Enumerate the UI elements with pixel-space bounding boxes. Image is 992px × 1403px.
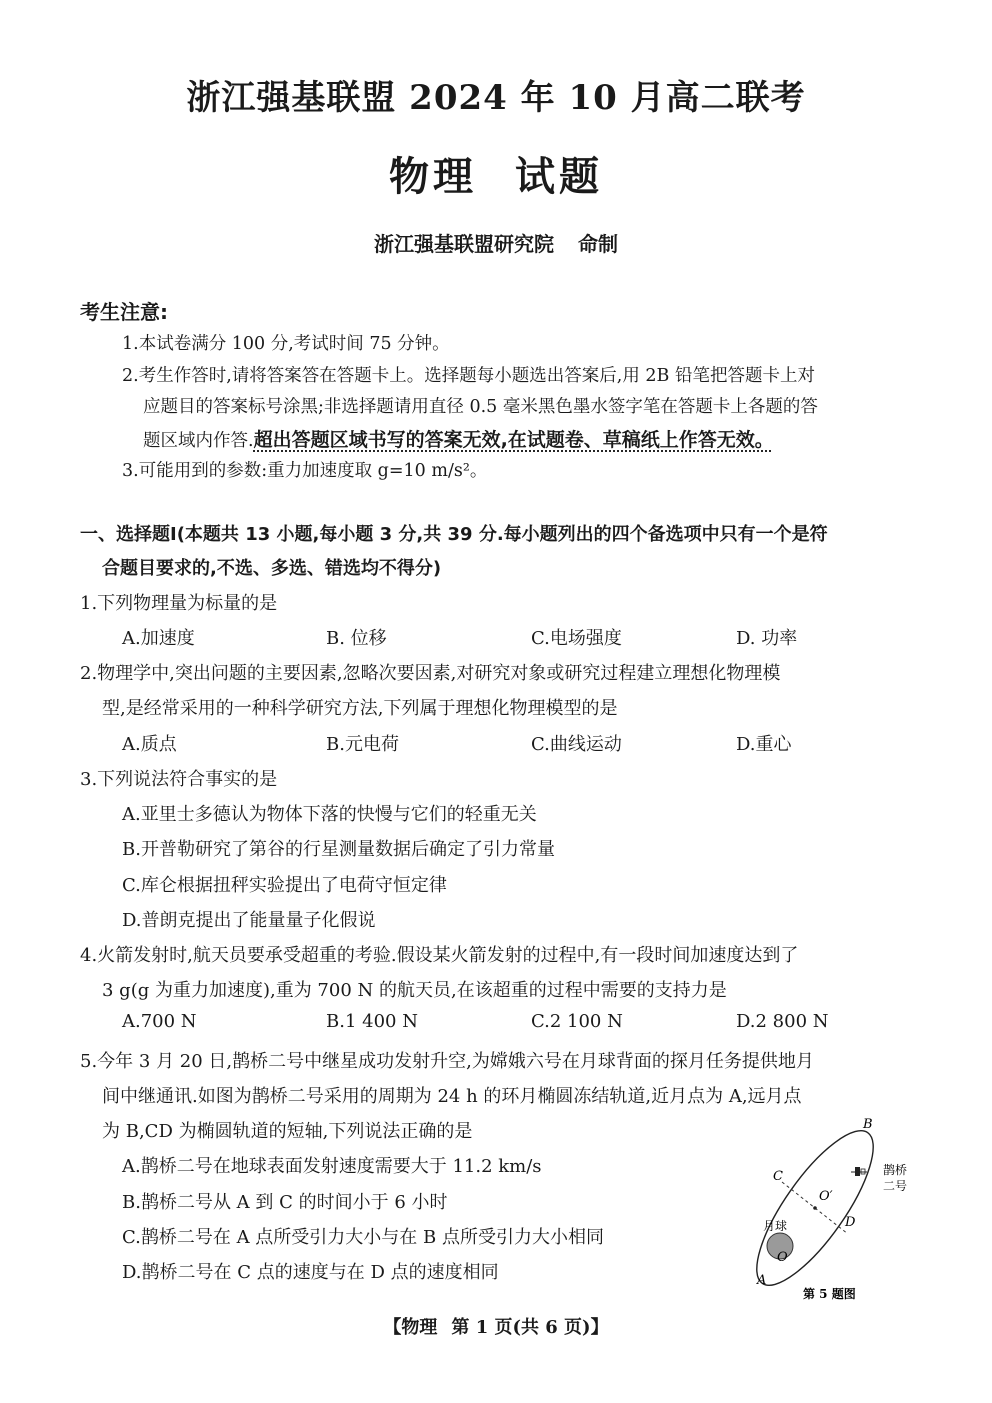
author-line [0,228,992,257]
label-d: D [845,1215,856,1230]
question-5-stem-line-2: 间中继通讯.如图为鹊桥二号采用的周期为 24 h 的环月椭圆冻结轨道,近月点为 A,远月点 [102,1086,802,1107]
question-2-option-b: B.元电荷 [326,734,399,755]
notice-item-3: 3.可能用到的参数:重力加速度取 g=10 m/s²。 [122,461,488,481]
notice-item-2-line-2: 应题目的答案标号涂黑;非选择题请用直径 0.5 毫米黑色墨水签字笔在答题卡上各题的答 [143,397,818,417]
subject-title [0,145,992,202]
notice-item-1: 1.本试卷满分 100 分,考试时间 75 分钟。 [122,334,450,354]
subject-suffix: 试题 [515,153,603,200]
question-2-option-a: A.质点 [122,734,177,755]
question-1-option-a: A.加速度 [122,628,195,649]
question-5-option-c: C.鹊桥二号在 A 点所受引力大小与在 B 点所受引力大小相同 [122,1227,604,1248]
question-3-option-d: D.普朗克提出了能量量子化假说 [122,910,376,931]
question-4-stem-line-1: 4.火箭发射时,航天员要承受超重的考验.假设某火箭发射的过程中,有一段时间加速度达到了 [80,945,799,966]
label-o: O [777,1250,788,1265]
subject-name: 物理 [389,153,477,200]
label-satellite-line-1: 鹊桥 [883,1163,908,1177]
question-5-stem-line-3: 为 B,CD 为椭圆轨道的短轴,下列说法正确的是 [102,1121,473,1142]
exam-title: 浙江强基联盟 2024 年 10 月高二联考 [186,78,806,118]
question-4-option-d: D.2 800 N [736,1011,829,1032]
question-5-option-d: D.鹊桥二号在 C 点的速度与在 D 点的速度相同 [122,1262,499,1283]
notice-item-2-line-3 [143,425,774,452]
question-2-stem-line-2: 型,是经常采用的一种科学研究方法,下列属于理想化物理模型的是 [102,698,618,719]
question-1-option-c: C.电场强度 [531,628,622,649]
orbit-ellipse [745,1115,892,1300]
satellite-icon [851,1167,867,1176]
center-point [813,1206,817,1210]
label-o-prime: O′ [819,1189,833,1204]
page-footer [0,1313,992,1339]
question-4-option-b: B.1 400 N [326,1011,418,1032]
question-5-option-b: B.鹊桥二号从 A 到 C 的时间小于 6 小时 [122,1192,448,1213]
question-2-option-c: C.曲线运动 [531,734,622,755]
notice-item-2-line-3-plain: 题区域内作答. [143,431,254,451]
question-5-stem-line-1: 5.今年 3 月 20 日,鹊桥二号中继星成功发射升空,为嫦娥六号在月球背面的探月任务提供地月 [80,1051,814,1072]
author-suffix: 命制 [578,232,618,256]
label-moon: 月球 [763,1219,788,1233]
question-3-option-b: B.开普勒研究了第谷的行星测量数据后确定了引力常量 [122,839,555,860]
figure-5-orbit-diagram [745,1112,925,1302]
question-1-stem: 1.下列物理量为标量的是 [80,593,278,614]
question-3-option-c: C.库仑根据扭秤实验提出了电荷守恒定律 [122,875,447,896]
label-c: C [773,1169,783,1184]
question-1-option-b: B. 位移 [326,628,387,649]
footer-page-number: 第 1 页(共 6 页)】 [451,1317,609,1338]
question-3-stem: 3.下列说法符合事实的是 [80,769,278,790]
question-1-option-d: D. 功率 [736,628,798,649]
question-2-option-d: D.重心 [736,734,792,755]
question-4-option-c: C.2 100 N [531,1011,623,1032]
footer-subject: 【物理 [383,1317,438,1338]
figure-caption: 第 5 题图 [803,1287,856,1301]
question-3-option-a: A.亚里士多德认为物体下落的快慢与它们的轻重无关 [122,804,537,825]
label-b: B [863,1117,873,1132]
author-org: 浙江强基联盟研究院 [374,232,554,256]
label-a: A [757,1273,767,1288]
question-5-option-a: A.鹊桥二号在地球表面发射速度需要大于 11.2 km/s [122,1156,542,1177]
notice-heading: 考生注意: [80,300,168,324]
section-heading-line-2: 合题目要求的,不选、多选、错选均不得分) [102,558,442,579]
question-2-stem-line-1: 2.物理学中,突出问题的主要因素,忽略次要因素,对研究对象或研究过程建立理想化物理模 [80,663,781,684]
question-4-option-a: A.700 N [122,1011,197,1032]
label-satellite-line-2: 二号 [883,1179,908,1193]
notice-item-2-line-1: 2.考生作答时,请将答案答在答题卡上。选择题每小题选出答案后,用 2B 铅笔把答题卡上对 [122,366,815,386]
section-heading-line-1: 一、选择题Ⅰ(本题共 13 小题,每小题 3 分,共 39 分.每小题列出的四个备选项中只有一个是符 [80,524,828,545]
notice-warning: 超出答题区域书写的答案无效,在试题卷、草稿纸上作答无效。 [253,429,774,451]
question-4-stem-line-2: 3 g(g 为重力加速度),重为 700 N 的航天员,在该超重的过程中需要的支持力是 [102,980,727,1001]
